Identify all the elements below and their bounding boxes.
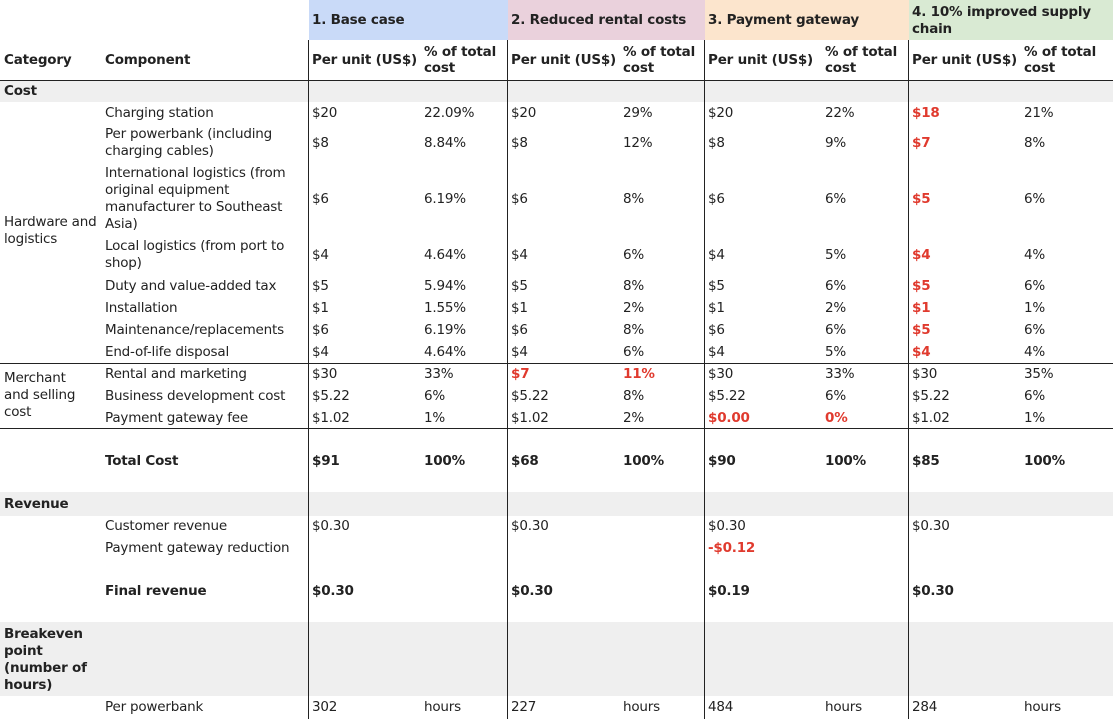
- table-cell: $4: [912, 246, 931, 263]
- table-cell: 29%: [623, 104, 653, 121]
- table-cell: 5%: [825, 246, 847, 263]
- pct-header: % of total cost: [825, 44, 897, 76]
- table-cell: 100%: [424, 452, 465, 469]
- cost-section-title: Cost: [4, 82, 37, 99]
- table-cell: $5: [912, 321, 931, 338]
- table-cell: $5.22: [912, 387, 950, 404]
- pct-header: % of total cost: [1024, 44, 1096, 76]
- row-label: Final revenue: [105, 582, 207, 599]
- table-cell: $7: [912, 134, 931, 151]
- table-cell: $0.00: [708, 409, 750, 426]
- table-cell: $4: [708, 343, 725, 360]
- table-cell: 35%: [1024, 365, 1054, 382]
- table-cell: 4%: [1024, 343, 1046, 360]
- row-label: Payment gateway reduction: [105, 539, 290, 556]
- table-cell: 6%: [623, 246, 645, 263]
- table-cell: 33%: [424, 365, 454, 382]
- table-cell: $4: [312, 246, 329, 263]
- per-unit-header: Per unit (US$): [912, 51, 1018, 68]
- row-label: Per powerbank (including charging cables): [105, 126, 272, 159]
- per-unit-header: Per unit (US$): [511, 51, 617, 68]
- table-cell: $91: [312, 452, 340, 469]
- row-divider: [0, 80, 1113, 81]
- table-cell: $1.02: [312, 409, 350, 426]
- revenue-section-bg: [0, 492, 1113, 516]
- table-cell: $8: [312, 134, 329, 151]
- merchant-group-label: Merchant and selling cost: [4, 370, 76, 420]
- row-label: Customer revenue: [105, 517, 227, 534]
- table-cell: 6%: [825, 387, 847, 404]
- breakeven-section-bg: [0, 622, 1113, 696]
- column-divider: [507, 40, 508, 719]
- table-cell: $0.30: [511, 517, 549, 534]
- table-cell: 8.84%: [424, 134, 466, 151]
- row-label: Installation: [105, 299, 178, 316]
- cost-section-bg: [0, 80, 1113, 102]
- table-cell: $5: [912, 277, 931, 294]
- table-cell: hours: [424, 698, 461, 715]
- table-cell: $30: [708, 365, 734, 382]
- table-cell: 302: [312, 698, 338, 715]
- table-cell: -$0.12: [708, 539, 756, 556]
- table-cell: 6.19%: [424, 190, 466, 207]
- table-cell: $8: [708, 134, 725, 151]
- table-cell: $4: [912, 343, 931, 360]
- table-cell: $0.19: [708, 582, 750, 599]
- table-cell: $68: [511, 452, 539, 469]
- table-cell: $20: [511, 104, 537, 121]
- scenario-2-title: 2. Reduced rental costs: [511, 11, 687, 28]
- table-cell: $18: [912, 104, 940, 121]
- table-cell: 2%: [623, 409, 645, 426]
- table-cell: 6%: [825, 277, 847, 294]
- component-header: Component: [105, 51, 191, 68]
- row-label: Total Cost: [105, 452, 179, 469]
- table-cell: 6%: [1024, 321, 1046, 338]
- table-cell: 4.64%: [424, 343, 466, 360]
- table-cell: 33%: [825, 365, 855, 382]
- table-cell: 100%: [825, 452, 866, 469]
- table-cell: 22.09%: [424, 104, 475, 121]
- table-cell: 6%: [1024, 277, 1046, 294]
- table-cell: $6: [511, 321, 528, 338]
- table-cell: 1%: [424, 409, 446, 426]
- table-cell: 6.19%: [424, 321, 466, 338]
- table-cell: $0.30: [312, 582, 354, 599]
- table-cell: $5.22: [708, 387, 746, 404]
- table-cell: $1: [912, 299, 931, 316]
- table-cell: $85: [912, 452, 940, 469]
- row-label: Charging station: [105, 104, 214, 121]
- table-cell: 6%: [1024, 387, 1046, 404]
- pct-header: % of total cost: [623, 44, 695, 76]
- table-cell: $1: [511, 299, 528, 316]
- row-label: International logistics (from original equipment manufacturer to Southeast Asia): [105, 165, 286, 232]
- table-cell: 11%: [623, 365, 655, 382]
- breakeven-section-title: Breakeven point (number of hours): [4, 626, 87, 693]
- table-cell: 4%: [1024, 246, 1046, 263]
- table-cell: 9%: [825, 134, 847, 151]
- table-cell: hours: [1024, 698, 1061, 715]
- table-cell: 2%: [623, 299, 645, 316]
- table-cell: $5: [511, 277, 528, 294]
- table-cell: 6%: [825, 321, 847, 338]
- table-cell: $30: [312, 365, 338, 382]
- table-cell: $1.02: [511, 409, 549, 426]
- table-cell: 1%: [1024, 409, 1046, 426]
- row-label: End-of-life disposal: [105, 343, 230, 360]
- table-cell: 284: [912, 698, 938, 715]
- row-label: Duty and value-added tax: [105, 277, 277, 294]
- table-cell: $5.22: [511, 387, 549, 404]
- table-cell: $5: [312, 277, 329, 294]
- column-divider: [908, 40, 909, 719]
- table-cell: $6: [312, 190, 329, 207]
- table-cell: $4: [312, 343, 329, 360]
- table-cell: 6%: [1024, 190, 1046, 207]
- pct-header: % of total cost: [424, 44, 496, 76]
- table-cell: 6%: [623, 343, 645, 360]
- table-cell: 8%: [623, 321, 645, 338]
- row-label: Rental and marketing: [105, 365, 247, 382]
- table-cell: 6%: [825, 190, 847, 207]
- table-cell: hours: [623, 698, 660, 715]
- table-cell: 1.55%: [424, 299, 466, 316]
- row-label: Maintenance/replacements: [105, 321, 284, 338]
- table-cell: $5.22: [312, 387, 350, 404]
- table-cell: $0.30: [912, 517, 950, 534]
- table-cell: $30: [912, 365, 938, 382]
- table-cell: 2%: [825, 299, 847, 316]
- per-unit-header: Per unit (US$): [708, 51, 814, 68]
- category-header: Category: [4, 51, 72, 68]
- table-cell: 8%: [623, 387, 645, 404]
- table-cell: 4.64%: [424, 246, 466, 263]
- table-cell: 6%: [424, 387, 446, 404]
- scenario-4-title: 4. 10% improved supply chain: [912, 4, 1091, 37]
- table-cell: $5: [912, 190, 931, 207]
- table-cell: $1.02: [912, 409, 950, 426]
- table-cell: 5.94%: [424, 277, 466, 294]
- column-divider: [308, 40, 309, 719]
- table-cell: 1%: [1024, 299, 1046, 316]
- table-cell: $6: [708, 190, 725, 207]
- table-cell: $90: [708, 452, 736, 469]
- table-cell: 22%: [825, 104, 855, 121]
- table-cell: $20: [312, 104, 338, 121]
- table-cell: $4: [708, 246, 725, 263]
- table-cell: 12%: [623, 134, 653, 151]
- row-label: Business development cost: [105, 387, 286, 404]
- table-cell: $5: [708, 277, 725, 294]
- table-cell: 100%: [1024, 452, 1065, 469]
- table-cell: 8%: [623, 277, 645, 294]
- revenue-section-title: Revenue: [4, 495, 69, 512]
- table-cell: $20: [708, 104, 734, 121]
- column-divider: [704, 40, 705, 719]
- row-label: Payment gateway fee: [105, 409, 248, 426]
- table-cell: $1: [312, 299, 329, 316]
- table-cell: 484: [708, 698, 734, 715]
- row-label: Local logistics (from port to shop): [105, 238, 285, 271]
- table-cell: $4: [511, 343, 528, 360]
- hardware-group-label: Hardware and logistics: [4, 214, 97, 247]
- table-cell: $0.30: [511, 582, 553, 599]
- table-cell: $6: [312, 321, 329, 338]
- table-cell: 5%: [825, 343, 847, 360]
- table-cell: $6: [708, 321, 725, 338]
- table-cell: 8%: [1024, 134, 1046, 151]
- table-cell: 0%: [825, 409, 848, 426]
- table-cell: $6: [511, 190, 528, 207]
- table-cell: $0.30: [708, 517, 746, 534]
- table-cell: $0.30: [912, 582, 954, 599]
- table-cell: $4: [511, 246, 528, 263]
- per-unit-header: Per unit (US$): [312, 51, 418, 68]
- table-cell: 227: [511, 698, 537, 715]
- table-cell: hours: [825, 698, 862, 715]
- table-cell: $1: [708, 299, 725, 316]
- row-label: Per powerbank: [105, 698, 204, 715]
- table-cell: 8%: [623, 190, 645, 207]
- table-cell: $7: [511, 365, 530, 382]
- scenario-1-title: 1. Base case: [312, 11, 405, 28]
- table-cell: 21%: [1024, 104, 1054, 121]
- scenario-3-title: 3. Payment gateway: [708, 11, 859, 28]
- table-cell: $8: [511, 134, 528, 151]
- table-cell: $0.30: [312, 517, 350, 534]
- table-cell: 100%: [623, 452, 664, 469]
